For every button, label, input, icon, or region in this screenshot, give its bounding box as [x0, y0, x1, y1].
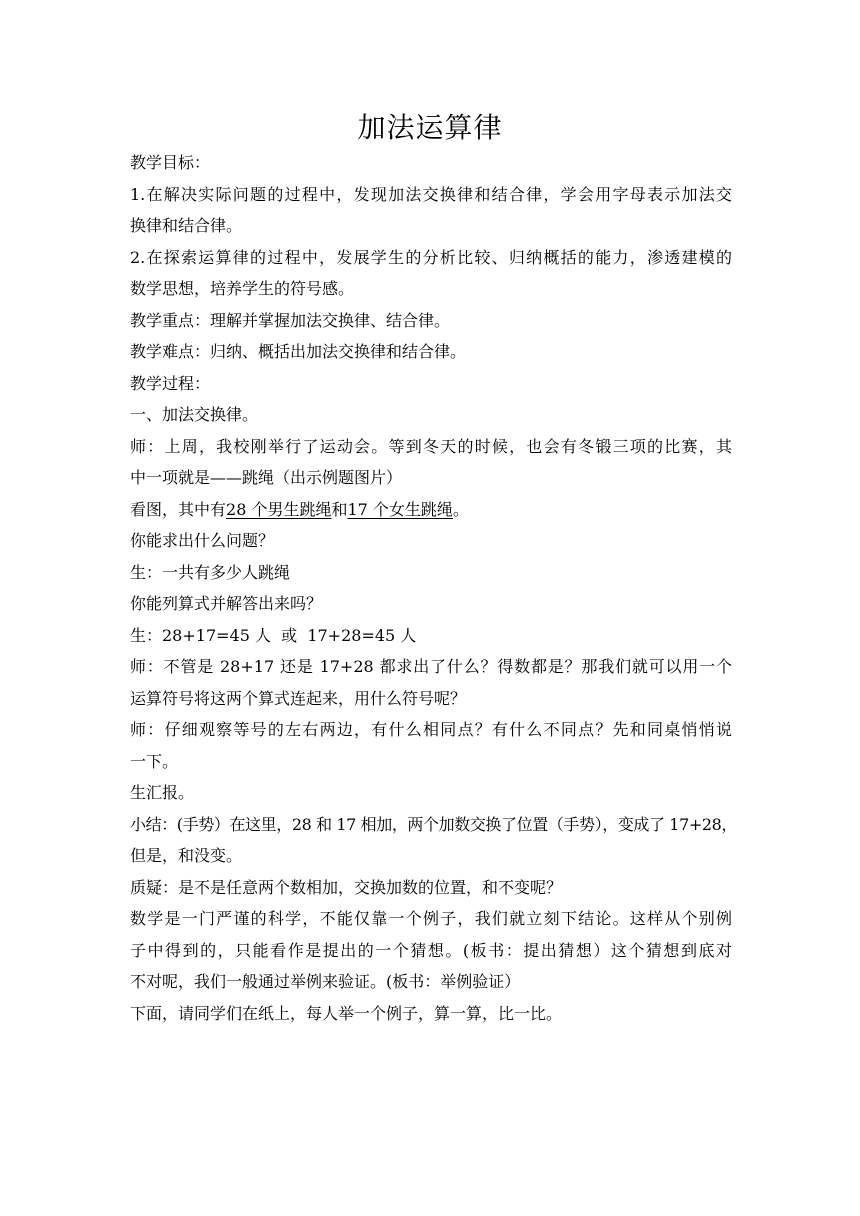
key-points-line: 教学重点：理解并掌握加法交换律、结合律。 — [130, 310, 451, 330]
section-heading-process: 教学过程： — [130, 373, 211, 393]
document-body — [130, 147, 738, 1029]
paragraph-line: 师：不管是 28+17 还是 17+28 都求出了什么？得数都是？那我们就可以用一个 — [130, 657, 732, 676]
subsection-heading: 一、加法交换律。 — [130, 405, 259, 424]
paragraph-line: 师：上周，我校刚举行了运动会。等到冬天的时候，也会有冬锻三项的比赛，其 — [130, 436, 732, 456]
page-title: 加法运算律 — [357, 111, 503, 144]
paragraph-line: 生汇报。 — [130, 783, 195, 802]
paragraph-line: 运算符号将这两个算式连起来，用什么符号呢？ — [130, 688, 467, 708]
paragraph-line: 小结：(手势）在这里，28 和 17 相加，两个加数交换了位置（手势），变成了 17+28， — [130, 814, 738, 834]
text-fragment: 看图，其中有 — [130, 499, 227, 519]
underlined-text-boys: 28 个男生跳绳 — [226, 499, 332, 519]
paragraph-line: 数学是一门严谨的科学，不能仅靠一个例子，我们就立刻下结论。这样从个别例 — [130, 909, 732, 928]
paragraph-line: 1.在解决实际问题的过程中，发现加法交换律和结合律，学会用字母表示加法交 — [130, 184, 732, 204]
text-fragment: 。 — [452, 499, 469, 519]
paragraph-line: 生：一共有多少人跳绳 — [130, 562, 291, 582]
paragraph-line: 中一项就是——跳绳（出示例题图片） — [130, 468, 403, 487]
paragraph-line: 子中得到的，只能看作是提出的一个猜想。(板书：提出猜想）这个猜想到底对 — [130, 940, 732, 960]
paragraph-line-underlined — [130, 494, 732, 526]
paragraph-line: 但是，和没变。 — [130, 846, 243, 865]
paragraph-line: 换律和结合律。 — [130, 216, 243, 235]
text-fragment: 和 — [331, 499, 348, 519]
paragraph-line: 生：28+17=45 人 或 17+28=45 人 — [130, 625, 417, 645]
paragraph-line: 你能列算式并解答出来吗？ — [130, 594, 323, 613]
paragraph-line: 数学思想，培养学生的符号感。 — [130, 279, 355, 298]
section-heading-objectives: 教学目标： — [130, 153, 211, 172]
paragraph-line: 下面，请同学们在纸上，每人举一个例子，算一算，比一比。 — [130, 1003, 563, 1023]
paragraph-line: 不对呢，我们一般通过举例来验证。(板书：举例验证） — [130, 972, 521, 991]
paragraph-line: 师：仔细观察等号的左右两边，有什么相同点？有什么不同点？先和同桌悄悄说 — [130, 720, 732, 739]
paragraph-line: 2.在探索运算律的过程中，发展学生的分析比较、归纳概括的能力，渗透建模的 — [130, 247, 732, 267]
difficult-points-line: 教学难点：归纳、概括出加法交换律和结合律。 — [130, 342, 467, 361]
paragraph-line: 你能求出什么问题？ — [130, 531, 275, 550]
paragraph-line: 一下。 — [130, 751, 179, 771]
paragraph-line: 质疑：是不是任意两个数相加，交换加数的位置，和不变呢？ — [130, 877, 563, 897]
underlined-text-girls: 17 个女生跳绳 — [347, 499, 453, 519]
